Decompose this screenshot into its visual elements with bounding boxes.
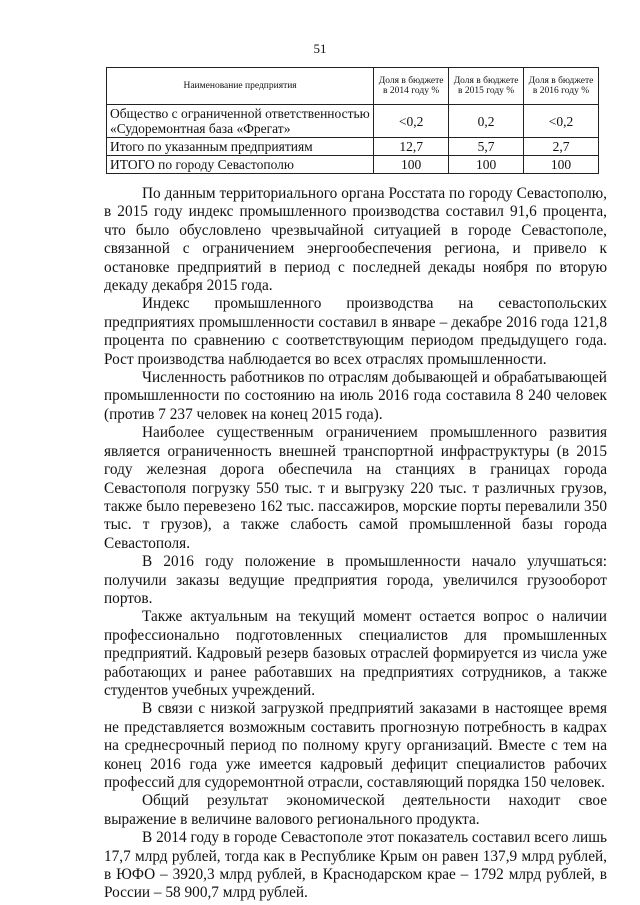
enterprise-name-cell: Итого по указанным предприятиям: [107, 138, 374, 156]
table-row: [107, 105, 599, 138]
header-share-2015: Доля в бюджете в 2015 году %: [449, 68, 524, 105]
paragraph: Наиболее существенным ограничением промышленного развития является ограниченность внешней транспортной инфраструктуры (в 2015 году железная дорога обеспечила на станциях в границах города Севастополя погрузку 550 тыс. т и выгрузку 220 тыс. т различных грузов, также было перевезено 162 тыс. пассажиров, морские порты перевалили 350 тыс. т грузов), а также слабость самой промышленной базы города Севастополя.: [104, 424, 607, 552]
table-row: [107, 138, 599, 156]
table-row: [107, 156, 599, 174]
share-2016-cell: 2,7: [524, 138, 599, 156]
header-enterprise-name: Наименование предприятия: [107, 68, 374, 105]
share-2015-cell: 5,7: [449, 138, 524, 156]
enterprise-name-cell: Общество с ограниченной ответственностью «Судоремонтная база «Фрегат»: [107, 105, 374, 138]
paragraph: В 2014 году в городе Севастополе этот показатель составил всего лишь 17,7 млрд рублей, тогда как в Республике Крым он равен 137,9 млрд рублей, в ЮФО – 3920,3 млрд рублей, в Краснодарском крае – 1792 млрд рублей, в России – 58 900,7 млрд рублей.: [104, 829, 607, 902]
share-2014-cell: <0,2: [374, 105, 449, 138]
paragraph: Общий результат экономической деятельности находит свое выражение в величине валового регионального продукта.: [104, 792, 607, 828]
share-2015-cell: 100: [449, 156, 524, 174]
body-text: [104, 185, 607, 903]
header-share-2016: Доля в бюджете в 2016 году %: [524, 68, 599, 105]
header-share-2014: Доля в бюджете в 2014 году %: [374, 68, 449, 105]
paragraph: В 2016 году положение в промышленности начало улучшаться: получили заказы ведущие предприятия города, увеличился грузооборот портов.: [104, 553, 607, 607]
paragraph: Численность работников по отраслям добывающей и обрабатывающей промышленности по состоянию на июль 2016 года составила 8 240 человек (против 7 237 человек на конец 2015 года).: [104, 369, 607, 423]
share-2014-cell: 12,7: [374, 138, 449, 156]
share-2016-cell: <0,2: [524, 105, 599, 138]
paragraph: По данным территориального органа Росстата по городу Севастополю, в 2015 году индекс промышленного производства составил 91,6 процента, что было обусловлено чрезвычайной ситуацией в городе Севастополе, связанной с ограничением энергообеспечения региона, и привело к остановке предприятий в период с последней декады ноября по вторую декаду декабря 2015 года.: [104, 185, 607, 295]
paragraph: Индекс промышленного производства на севастопольских предприятиях промышленности составил в январе – декабре 2016 года 121,8 процента по сравнению с соответствующим периодом предыдущего года. Рост производства наблюдается во всех отраслях промышленности.: [104, 295, 607, 368]
page-number: 51: [313, 41, 327, 56]
paragraph: Также актуальным на текущий момент остается вопрос о наличии профессионально подготовленных специалистов для промышленных предприятий. Кадровый резерв базовых отраслей формируется из числа уже работающих и ранее работавших на предприятиях сотрудников, а также студентов учебных учреждений.: [104, 608, 607, 699]
budget-share-table: [106, 67, 599, 174]
paragraph: В связи с низкой загрузкой предприятий заказами в настоящее время не представляется возможным составить прогнозную потребность в кадрах на среднесрочный период по полному кругу организаций. Вместе с тем на конец 2016 года уже имеется кадровый дефицит специалистов рабочих профессий для судоремонтной отрасли, составляющий порядка 150 человек.: [104, 700, 607, 791]
share-2016-cell: 100: [524, 156, 599, 174]
table-header-row: [107, 68, 599, 105]
share-2014-cell: 100: [374, 156, 449, 174]
share-2015-cell: 0,2: [449, 105, 524, 138]
enterprise-name-cell: ИТОГО по городу Севастополю: [107, 156, 374, 174]
